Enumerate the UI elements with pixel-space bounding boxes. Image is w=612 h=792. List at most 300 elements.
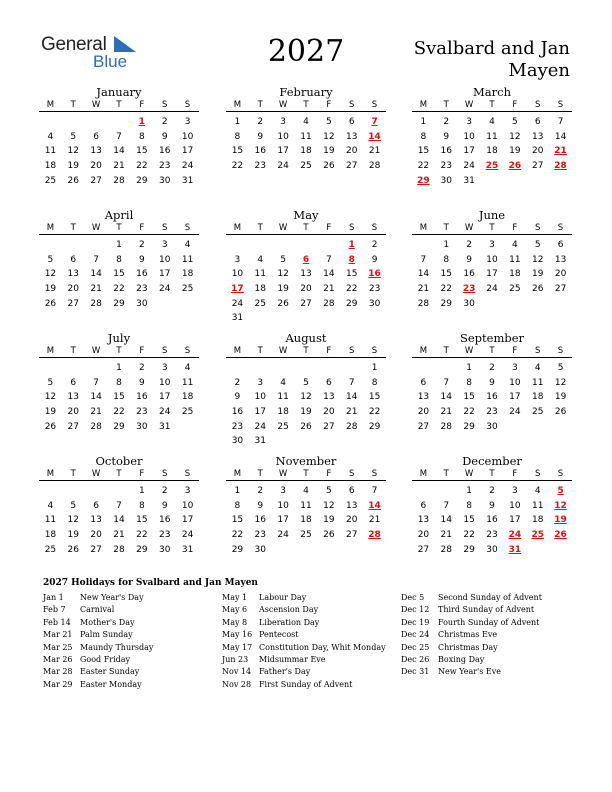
month-days <box>226 484 386 557</box>
weekday-label: T <box>70 223 76 233</box>
holiday-column <box>222 593 386 692</box>
weekday-header <box>226 222 386 235</box>
weekday-label: S <box>371 100 378 110</box>
day-cell: 11 <box>531 377 544 388</box>
holiday-date: May 17 <box>222 642 253 652</box>
day-cell: 21 <box>113 161 125 172</box>
day-cell: 12 <box>44 392 57 403</box>
day-cell: 16 <box>254 146 266 157</box>
day-cell: 3 <box>161 363 168 373</box>
day-cell: 12 <box>509 131 521 142</box>
empty-day-cell <box>340 361 363 376</box>
day-cell: 6 <box>93 500 99 511</box>
weekday-label: M <box>233 223 242 233</box>
day-cell: 7 <box>325 254 332 265</box>
day-cell: 20 <box>345 515 358 526</box>
holiday-entry <box>43 605 153 617</box>
day-cell: 23 <box>486 407 498 418</box>
month-days <box>412 115 572 188</box>
month-may <box>226 208 386 326</box>
day-cell: 2 <box>489 486 495 496</box>
day-cell: 21 <box>368 146 381 157</box>
weekday-label: F <box>326 223 332 233</box>
weekday-label: S <box>161 100 168 110</box>
day-cell: 12 <box>323 131 335 142</box>
holiday-name: Easter Sunday <box>80 667 140 677</box>
weekday-header <box>226 468 386 481</box>
day-cell: 25 <box>181 407 194 418</box>
day-cell: 15 <box>113 392 125 403</box>
day-cell: 2 <box>161 486 168 496</box>
day-cell: 23 <box>136 407 148 418</box>
day-cell: 20 <box>554 269 567 280</box>
day-cell: 27 <box>67 298 79 309</box>
month-name: January <box>96 85 142 99</box>
day-cell: 3 <box>184 117 191 127</box>
empty-day-cell <box>435 361 458 376</box>
day-cell: 19 <box>323 146 335 157</box>
day-cell: 13 <box>67 269 79 280</box>
day-cell: 24 <box>158 407 171 418</box>
weekday-label: S <box>184 223 191 233</box>
day-cell: 2 <box>466 240 472 250</box>
empty-day-cell <box>226 238 249 253</box>
holiday-name: Fourth Sunday of Advent <box>438 617 540 627</box>
day-cell: 11 <box>531 500 544 511</box>
day-cell: 19 <box>323 515 335 526</box>
day-cell: 1 <box>138 486 145 496</box>
day-cell: 5 <box>47 254 54 265</box>
day-cell: 22 <box>136 530 148 541</box>
day-cell: 4 <box>534 363 541 373</box>
day-cell: 14 <box>113 146 125 157</box>
month-days <box>226 238 386 326</box>
day-cell: 15 <box>231 146 244 157</box>
weekday-header <box>39 345 199 358</box>
day-cell: 30 <box>231 436 244 447</box>
day-cell: 2 <box>234 377 241 388</box>
day-cell: 5 <box>534 240 541 250</box>
weekday-label: T <box>70 346 76 356</box>
holiday-day: 6 <box>302 254 310 265</box>
month-december <box>412 454 572 557</box>
day-cell: 15 <box>345 269 358 280</box>
day-cell: 22 <box>345 284 358 295</box>
empty-day-cell <box>295 238 318 253</box>
day-cell: 6 <box>420 377 427 388</box>
day-cell: 23 <box>254 161 266 172</box>
holiday-day: 25 <box>531 530 544 541</box>
day-cell: 29 <box>368 421 381 432</box>
day-cell: 25 <box>44 544 57 555</box>
day-cell: 7 <box>557 117 564 127</box>
day-cell: 13 <box>90 515 102 526</box>
day-cell: 29 <box>463 421 475 432</box>
day-cell: 25 <box>531 407 544 418</box>
day-cell: 21 <box>113 530 125 541</box>
holiday-day: 24 <box>508 530 522 541</box>
day-cell: 22 <box>368 407 381 418</box>
holiday-date: Mar 29 <box>43 679 73 689</box>
day-cell: 13 <box>323 392 335 403</box>
day-cell: 13 <box>417 392 430 403</box>
holiday-date: May 16 <box>222 630 253 640</box>
day-cell: 15 <box>440 269 452 280</box>
day-cell: 23 <box>136 284 148 295</box>
day-cell: 7 <box>116 500 122 511</box>
day-cell: 23 <box>158 530 171 541</box>
day-cell: 15 <box>136 146 148 157</box>
day-cell: 28 <box>113 544 125 555</box>
day-cell: 11 <box>509 254 521 265</box>
empty-day-cell <box>85 361 108 376</box>
day-cell: 31 <box>158 421 171 432</box>
day-cell: 20 <box>300 284 312 295</box>
day-cell: 9 <box>161 500 168 511</box>
day-cell: 23 <box>440 161 452 172</box>
empty-day-cell <box>39 361 62 376</box>
day-cell: 7 <box>443 500 450 511</box>
empty-day-cell <box>39 115 62 130</box>
month-august <box>226 331 386 449</box>
day-cell: 4 <box>534 486 541 496</box>
day-cell: 5 <box>325 117 332 127</box>
empty-day-cell <box>62 115 85 130</box>
day-cell: 31 <box>463 175 475 186</box>
holiday-day: 17 <box>231 284 244 295</box>
holiday-entry <box>222 680 386 692</box>
day-cell: 1 <box>466 486 472 496</box>
day-cell: 12 <box>531 254 544 265</box>
day-cell: 7 <box>93 377 99 388</box>
weekday-header <box>39 222 199 235</box>
weekday-label: W <box>464 469 474 479</box>
empty-day-cell <box>85 238 108 253</box>
day-cell: 18 <box>486 146 498 157</box>
day-cell: 24 <box>158 284 171 295</box>
holiday-entry <box>43 655 153 667</box>
day-cell: 5 <box>557 363 564 373</box>
day-cell: 17 <box>158 392 171 403</box>
day-cell: 26 <box>67 544 79 555</box>
weekday-label: F <box>326 100 332 110</box>
holiday-date: Jun 23 <box>222 654 249 664</box>
empty-day-cell <box>226 361 249 376</box>
day-cell: 13 <box>531 131 544 142</box>
weekday-label: T <box>303 346 309 356</box>
day-cell: 11 <box>277 392 289 403</box>
weekday-label: T <box>116 100 122 110</box>
day-cell: 29 <box>345 298 358 309</box>
weekday-label: T <box>257 469 263 479</box>
holiday-date: Mar 21 <box>43 630 73 640</box>
day-cell: 4 <box>511 240 518 250</box>
holiday-name: Boxing Day <box>438 654 485 664</box>
holiday-date: Mar 25 <box>43 642 73 652</box>
day-cell: 6 <box>534 117 541 127</box>
day-cell: 15 <box>113 269 125 280</box>
day-cell: 7 <box>443 377 450 388</box>
day-cell: 20 <box>323 407 335 418</box>
weekday-label: M <box>233 346 242 356</box>
weekday-label: T <box>303 100 309 110</box>
day-cell: 28 <box>113 175 125 186</box>
day-cell: 17 <box>486 269 498 280</box>
month-name: August <box>285 331 327 345</box>
empty-day-cell <box>62 361 85 376</box>
day-cell: 20 <box>417 407 430 418</box>
day-cell: 23 <box>231 421 244 432</box>
day-cell: 3 <box>280 486 286 496</box>
day-cell: 23 <box>158 161 171 172</box>
holiday-name: Constitution Day, Whit Monday <box>259 642 386 652</box>
holiday-entry <box>222 643 386 655</box>
empty-day-cell <box>62 238 85 253</box>
day-cell: 17 <box>158 269 171 280</box>
day-cell: 18 <box>531 392 544 403</box>
weekday-label: T <box>489 100 495 110</box>
day-cell: 28 <box>368 161 381 172</box>
day-cell: 17 <box>254 407 266 418</box>
empty-day-cell <box>108 115 131 130</box>
day-cell: 10 <box>486 254 498 265</box>
holiday-day: 8 <box>348 254 355 265</box>
weekday-label: M <box>419 100 428 110</box>
day-cell: 26 <box>44 421 57 432</box>
day-cell: 7 <box>420 254 427 265</box>
empty-day-cell <box>249 361 272 376</box>
day-cell: 6 <box>348 486 355 496</box>
day-cell: 18 <box>531 515 544 526</box>
day-cell: 27 <box>417 544 430 555</box>
day-cell: 27 <box>531 161 544 172</box>
day-cell: 31 <box>181 175 194 186</box>
empty-day-cell <box>39 484 62 499</box>
weekday-label: M <box>46 469 55 479</box>
day-cell: 25 <box>181 284 194 295</box>
day-cell: 27 <box>67 421 79 432</box>
weekday-header <box>412 222 572 235</box>
day-cell: 19 <box>44 284 57 295</box>
day-cell: 19 <box>531 269 544 280</box>
month-days <box>39 115 199 188</box>
day-cell: 8 <box>234 500 241 511</box>
day-cell: 8 <box>466 377 472 388</box>
holiday-entry <box>401 630 542 642</box>
weekday-label: S <box>557 346 564 356</box>
day-cell: 27 <box>417 421 430 432</box>
day-cell: 19 <box>67 530 79 541</box>
weekday-label: F <box>512 100 518 110</box>
holiday-name: Good Friday <box>80 654 131 664</box>
weekday-header <box>226 345 386 358</box>
day-cell: 25 <box>300 161 312 172</box>
weekday-label: S <box>371 346 378 356</box>
empty-day-cell <box>412 484 435 499</box>
month-name: November <box>275 454 337 468</box>
day-cell: 30 <box>158 544 171 555</box>
day-cell: 24 <box>277 161 289 172</box>
day-cell: 22 <box>136 161 148 172</box>
holiday-entry <box>222 655 386 667</box>
holiday-day: 23 <box>462 284 476 295</box>
day-cell: 26 <box>44 298 57 309</box>
region-title: Svalbard and Jan Mayen <box>413 38 570 81</box>
day-cell: 21 <box>90 284 102 295</box>
day-cell: 19 <box>44 407 57 418</box>
day-cell: 8 <box>138 131 145 142</box>
weekday-label: S <box>534 346 541 356</box>
day-cell: 11 <box>254 269 266 280</box>
day-cell: 20 <box>90 530 102 541</box>
weekday-label: T <box>303 469 309 479</box>
day-cell: 1 <box>234 117 241 127</box>
month-april <box>39 208 199 311</box>
day-cell: 1 <box>234 486 241 496</box>
day-cell: 5 <box>303 377 309 388</box>
day-cell: 16 <box>136 392 148 403</box>
day-cell: 11 <box>44 515 57 526</box>
day-cell: 12 <box>44 269 57 280</box>
day-cell: 12 <box>67 515 79 526</box>
holiday-entry <box>43 630 153 642</box>
weekday-label: T <box>70 100 76 110</box>
day-cell: 27 <box>554 284 567 295</box>
holiday-day: 7 <box>371 117 378 127</box>
weekday-label: W <box>91 223 101 233</box>
day-cell: 5 <box>280 254 286 265</box>
holiday-date: Feb 14 <box>43 617 71 627</box>
month-days <box>39 361 199 434</box>
day-cell: 12 <box>554 377 567 388</box>
day-cell: 26 <box>67 175 79 186</box>
day-cell: 13 <box>345 131 358 142</box>
day-cell: 4 <box>280 377 286 388</box>
weekday-label: T <box>257 100 263 110</box>
day-cell: 18 <box>44 161 57 172</box>
day-cell: 3 <box>234 254 241 265</box>
day-cell: 9 <box>489 377 495 388</box>
day-cell: 16 <box>136 269 148 280</box>
day-cell: 24 <box>231 298 244 309</box>
holiday-entry <box>401 643 542 655</box>
weekday-label: T <box>443 100 449 110</box>
day-cell: 20 <box>67 284 79 295</box>
day-cell: 1 <box>420 117 427 127</box>
holiday-column <box>401 593 542 680</box>
day-cell: 27 <box>345 161 358 172</box>
empty-day-cell <box>85 484 108 499</box>
month-days <box>412 361 572 434</box>
holiday-name: New Year's Day <box>80 593 144 602</box>
day-cell: 16 <box>254 515 266 526</box>
day-cell: 2 <box>489 363 495 373</box>
holiday-name: New Year's Eve <box>438 667 501 677</box>
day-cell: 5 <box>70 131 77 142</box>
day-cell: 31 <box>231 313 244 324</box>
weekday-header <box>39 99 199 112</box>
month-days <box>39 238 199 311</box>
holiday-name: Mother's Day <box>80 617 135 627</box>
day-cell: 14 <box>440 515 452 526</box>
month-march <box>412 85 572 188</box>
day-cell: 4 <box>184 240 191 250</box>
day-cell: 28 <box>90 298 102 309</box>
weekday-label: W <box>278 223 288 233</box>
day-cell: 2 <box>257 486 264 496</box>
day-cell: 27 <box>323 421 335 432</box>
holiday-entry <box>401 618 542 630</box>
day-cell: 24 <box>254 421 266 432</box>
day-cell: 29 <box>463 544 475 555</box>
holiday-day: 21 <box>554 146 567 157</box>
day-cell: 16 <box>231 407 244 418</box>
day-cell: 3 <box>280 117 286 127</box>
day-cell: 14 <box>417 269 430 280</box>
weekday-label: S <box>534 223 541 233</box>
day-cell: 9 <box>138 377 145 388</box>
day-cell: 23 <box>486 530 498 541</box>
day-cell: 3 <box>161 240 168 250</box>
day-cell: 4 <box>47 131 54 142</box>
holiday-entry <box>401 605 542 617</box>
day-cell: 20 <box>531 146 544 157</box>
day-cell: 1 <box>116 363 122 373</box>
calendar-year: 2027 <box>267 34 345 69</box>
day-cell: 30 <box>368 298 381 309</box>
day-cell: 22 <box>113 284 125 295</box>
day-cell: 11 <box>300 500 312 511</box>
day-cell: 20 <box>67 407 79 418</box>
day-cell: 18 <box>277 407 289 418</box>
weekday-label: T <box>443 346 449 356</box>
weekday-label: S <box>348 100 355 110</box>
empty-day-cell <box>249 238 272 253</box>
day-cell: 22 <box>231 530 244 541</box>
day-cell: 3 <box>511 486 518 496</box>
day-cell: 6 <box>325 377 332 388</box>
day-cell: 11 <box>486 131 498 142</box>
holiday-entry <box>401 655 542 667</box>
day-cell: 17 <box>181 146 194 157</box>
weekday-label: S <box>557 469 564 479</box>
day-cell: 4 <box>47 500 54 511</box>
day-cell: 30 <box>440 175 452 186</box>
day-cell: 28 <box>323 298 335 309</box>
day-cell: 8 <box>443 254 450 265</box>
day-cell: 24 <box>463 161 475 172</box>
month-june <box>412 208 572 311</box>
weekday-header <box>412 468 572 481</box>
day-cell: 4 <box>489 117 495 127</box>
day-cell: 21 <box>345 407 358 418</box>
holiday-day: 5 <box>557 486 564 496</box>
day-cell: 18 <box>181 392 194 403</box>
weekday-label: M <box>419 223 428 233</box>
weekday-label: T <box>489 223 495 233</box>
weekday-label: M <box>46 346 55 356</box>
day-cell: 17 <box>509 392 521 403</box>
month-days <box>39 484 199 557</box>
day-cell: 2 <box>443 117 450 127</box>
day-cell: 24 <box>509 407 521 418</box>
day-cell: 28 <box>417 298 430 309</box>
month-name: September <box>459 331 525 345</box>
holiday-day: 28 <box>554 161 567 172</box>
holiday-date: Jan 1 <box>43 593 64 602</box>
day-cell: 15 <box>368 392 381 403</box>
month-name: October <box>95 454 143 468</box>
